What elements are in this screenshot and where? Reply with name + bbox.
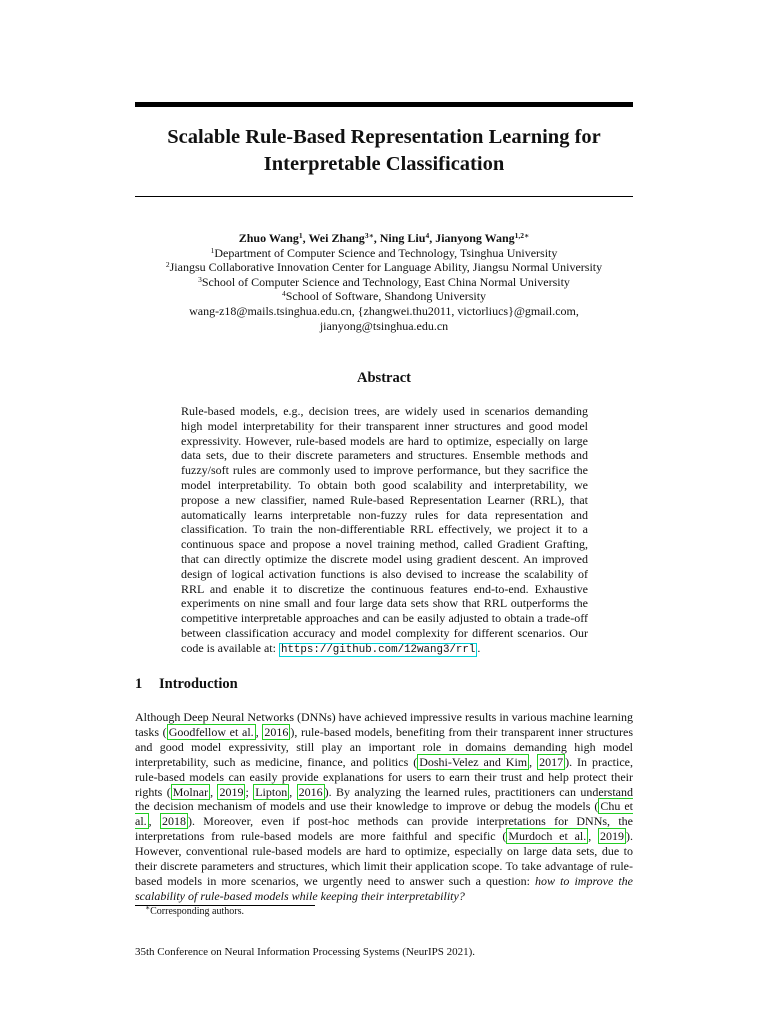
citation-separator: , (588, 829, 598, 844)
email-line (135, 304, 633, 319)
citation-separator: , (529, 754, 538, 769)
citation-link[interactable]: Chu et al. (135, 799, 633, 829)
abstract-heading: Abstract (357, 370, 411, 386)
author-affil-mark: 3∗ (364, 231, 374, 240)
email-separator: , (351, 303, 358, 318)
research-question: how to improve the scalability of rule-based models while keeping their interpretability? (135, 873, 634, 903)
abstract-end: . (477, 640, 481, 655)
citation-year-link[interactable]: 2017 (539, 754, 564, 769)
citation-year-link[interactable]: 2018 (161, 814, 186, 829)
intro-text: Although Deep Neural Networks (DNNs) have achieved impressive results in various machine learning tasks ( (135, 710, 633, 739)
paper-title (135, 124, 633, 178)
author-name: Zhuo Wang (238, 231, 299, 245)
affiliation (135, 289, 633, 304)
citation-link[interactable]: Murdoch et al. (508, 829, 587, 844)
author-name: Ning Liu (379, 231, 426, 245)
author-list: Zhuo Wang$^1$, Wei Zhang$^{3∗}$, Ning Liu$^4$, Jianyong Wang$^{1,2∗}$ (238, 231, 530, 245)
intro-text: ). By analyzing the learned rules, practitioners can understand the decision mechanism of models and use their knowledge to improve or debug the models ( (135, 784, 633, 814)
abstract-paragraph: Rule-based models, e.g., decision trees, are widely used in scenarios demanding high model interpretability for their transparent inner structures and good model expressivity. However, rule-based models are hard to optimize, especially on large data sets, due to their discrete parameters and structures. Ensemble methods and fuzzy/soft rules are commonly used to improve performance, but they sacrifice the model interpretability. To obtain both good scalability and interpretability, we propose a new classifier, named Rule-based Representation Learner (RRL), that automatically learns interpretable non-fuzzy rules for data representation and classification. To train the non-differentiable RRL effectively, we project it to a continuous space and propose a novel training method, called Gradient Grafting, that can directly optimize the discrete model using gradient descent. An improved design of logical activation functions is also devised to increase the scalability of RRL and enable it to discretize the continuous features end-to-end. Exhaustive experiments on nine small and four large data sets show that RRL outperforms the competitive interpretable approaches and can be easily adjusted to obtain a trade-off between classification accuracy and model complexity for different scenarios. Our code is available at: (181, 404, 588, 655)
top-rule (135, 102, 633, 107)
intro-text: ). In practice, rule-based models can easily provide explanations for users to earn their trust and help protect their rights ( (135, 754, 633, 799)
footnote (145, 903, 244, 917)
venue-line: 35th Conference on Neural Information Processing Systems (NeurIPS 2021). (135, 946, 476, 958)
citation-separator: ; (245, 784, 254, 799)
affiliation-mark: 1 (210, 245, 215, 255)
abstract-text (181, 404, 588, 658)
affiliation-mark: 2 (165, 260, 170, 270)
citation-year-link[interactable]: 2019 (600, 829, 624, 844)
email: {zhangwei.thu2011, victorliucs}@gmail.com (357, 303, 576, 318)
citation-link[interactable]: Goodfellow et al. (168, 724, 254, 739)
affiliation (135, 275, 633, 290)
citation-separator: , (148, 814, 160, 829)
affiliation-text: School of Computer Science and Technology, East China Normal University (201, 274, 570, 289)
section-heading (135, 676, 238, 693)
citation-separator: , (255, 724, 263, 739)
citation-year-link[interactable]: 2019 (219, 784, 244, 799)
intro-text: ). Moreover, even if post-hoc methods can provide interpretations for DNNs, the interpretations from rule-based models are more faithful and specific ( (135, 814, 634, 844)
author-affil-mark: 4 (425, 231, 430, 240)
author-name: Wei Zhang (308, 231, 365, 245)
citation-link[interactable]: Doshi-Velez and Kim (419, 754, 528, 769)
email-line (135, 319, 633, 334)
footnote-text: Corresponding authors. (150, 906, 244, 917)
author-affil-mark: 1,2∗ (514, 231, 530, 240)
email: wang-z18@mails.tsinghua.edu.cn (189, 303, 352, 318)
citation-separator: , (210, 784, 218, 799)
email-separator: , (575, 303, 579, 318)
email: jianyong@tsinghua.edu.cn (319, 318, 449, 333)
citation-year-link[interactable]: 2016 (264, 724, 289, 739)
affiliation-text: Jiangsu Collaborative Innovation Center for Language Ability, Jiangsu Normal University (169, 260, 603, 275)
intro-text: ), rule-based models, benefiting from their transparent inner structures and good model expressivity, still play an important role in domains demanding high model interpretability, such as medicine, finance, and politics ( (135, 724, 634, 769)
code-url-link[interactable]: https://github.com/12wang3/rrl (280, 643, 476, 656)
section-number: 1 (135, 676, 143, 692)
citation-year-link[interactable]: 2016 (298, 784, 323, 799)
affiliation (135, 246, 633, 261)
title-line-2: Interpretable Classification (263, 153, 505, 175)
author-affil-mark: 1 (298, 231, 303, 240)
title-line-1: Scalable Rule-Based Representation Learning for (167, 126, 601, 148)
footnote-mark: ∗ (145, 903, 151, 912)
authors-block (135, 231, 633, 333)
affiliation (135, 260, 633, 275)
citation-link[interactable]: Molnar (172, 784, 209, 799)
citation-link[interactable]: Lipton (255, 784, 288, 799)
author-name: Jianyong Wang (435, 231, 515, 245)
affiliation-mark: 3 (198, 274, 202, 284)
intro-paragraph (135, 710, 633, 904)
title-rule (135, 196, 633, 197)
citation-separator: , (289, 784, 297, 799)
intro-text: ). However, conventional rule-based models are hard to optimize, especially on large data sets, due to their discrete parameters and structures, which limit their application scope. To take advantage of rule-based models in more scenarios, we urgently need to answer such a question: (135, 829, 633, 888)
affiliation-mark: 4 (281, 289, 286, 299)
section-title: Introduction (159, 676, 238, 692)
affiliation-text: Department of Computer Science and Technology, Tsinghua University (214, 245, 558, 260)
affiliation-text: School of Software, Shandong University (285, 289, 487, 304)
